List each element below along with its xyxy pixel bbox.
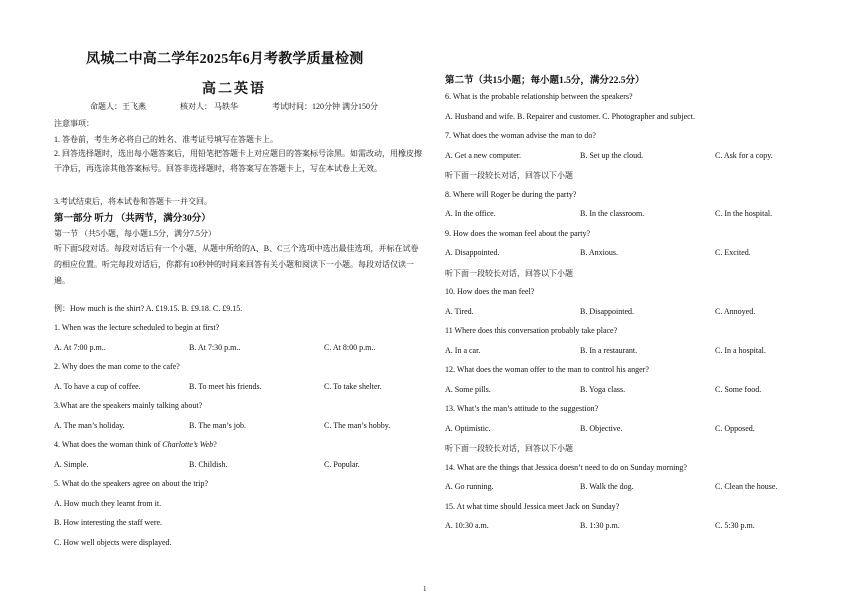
notes-heading: 注意事项： xyxy=(54,119,94,128)
right-option-c: C. 5:30 p.m. xyxy=(715,521,755,530)
q5-option-c: C. How well objects were displayed. xyxy=(54,538,172,547)
exam-time: 考试时间：120分钟 满分150分 xyxy=(272,102,378,111)
author: 命题人：王飞燕 xyxy=(90,102,146,111)
right-question: 15. At what time should Jessica meet Jack on Sunday? xyxy=(445,501,620,511)
right-question: 9. How does the woman feel about the party? xyxy=(445,228,591,238)
q2-option-a: A. To have a cup of coffee. xyxy=(54,382,141,391)
right-question: 12. What does the woman offer to the man to control his anger? xyxy=(445,365,649,374)
right-inline-options: A. Husband and wife. B. Repairer and customer. C. Photographer and subject. xyxy=(445,111,695,121)
right-question: 6. What is the probable relationship between the speakers? xyxy=(445,92,633,101)
q1-option-b: B. At 7:30 p.m.. xyxy=(189,343,241,352)
q1-option-a: A. At 7:00 p.m.. xyxy=(54,343,106,352)
q4-text-pre: 4. What does the woman think of xyxy=(54,440,163,449)
q2-option-c: C. To take shelter. xyxy=(324,382,382,391)
right-option-b: B. Yoga class. xyxy=(580,384,626,394)
right-option-c: C. Annoyed. xyxy=(715,306,756,316)
right-option-c: C. In the hospital. xyxy=(715,209,773,218)
right-question: 11 Where does this conversation probably take place? xyxy=(445,326,618,335)
part1-heading: 第一部分 听力 （共两节，满分30分） xyxy=(54,214,211,224)
note-2: 2. 回答选择题时，选出每小题答案后，用铅笔把答题卡上对应题目的答案标号涂黑。如需改动，用橡皮擦干净后，再选涂其他答案标号。回答非选择题时，将答案写在答题卡上，写在本试卷上无效。 xyxy=(54,149,422,173)
right-question: 听下面一段较长对话，回答以下小题 xyxy=(445,268,573,278)
right-question: 8. Where will Roger be during the party? xyxy=(445,189,577,199)
page-number: 1 xyxy=(423,585,427,593)
right-option-b: B. In the classroom. xyxy=(580,209,645,218)
right-option-b: B. 1:30 p.m. xyxy=(580,521,620,530)
right-option-a: A. Tired. xyxy=(445,306,474,316)
right-option-a: A. 10:30 a.m. xyxy=(445,521,489,530)
right-option-c: C. Clean the house. xyxy=(715,482,778,491)
part1-instructions: 听下面5段对话。每段对话后有一个小题，从题中所给的A、B、C三个选项中选出最佳选项，并标在试卷的相应位置。听完每段对话后，你都有10秒钟的时间来回答有关小题和阅读下一小题。每段对话仅读一遍。 xyxy=(54,244,419,285)
question-2: 2. Why does the man come to the cafe? xyxy=(54,362,180,371)
q3-option-b: B. The man’s job. xyxy=(189,421,246,430)
right-option-a: A. Some pills. xyxy=(445,384,491,394)
q2-option-b: B. To meet his friends. xyxy=(189,382,262,391)
q5-option-b: B. How interesting the staff were. xyxy=(54,518,163,527)
question-3: 3.What are the speakers mainly talking about? xyxy=(54,401,203,410)
q4-text-post: ? xyxy=(213,440,217,449)
example-question: 例：How much is the shirt? A. £19.15. B. £9.18. C. £9.15. xyxy=(54,304,243,313)
right-question: 14. What are the things that Jessica doesn’t need to do on Sunday morning? xyxy=(445,462,687,472)
q4-book-title: Charlotte’s Web xyxy=(162,440,214,449)
q1-option-c: C. At 8:00 p.m.. xyxy=(324,343,376,352)
right-option-a: A. Optimistic. xyxy=(445,423,491,433)
right-question: 13. What’s the man’s attitude to the suggestion? xyxy=(445,404,599,413)
q4-option-c: C. Popular. xyxy=(324,460,360,469)
q4-option-b: B. Childish. xyxy=(189,460,228,469)
right-option-b: B. In a restaurant. xyxy=(580,345,638,355)
right-option-a: A. Disappointed. xyxy=(445,248,500,257)
exam-title: 凤城二中高二学年2025年6月考教学质量检测 xyxy=(86,52,364,67)
question-1: 1. When was the lecture scheduled to begin at first? xyxy=(54,323,220,332)
right-question: 听下面一段较长对话，回答以下小题 xyxy=(445,444,573,453)
right-option-a: A. In the office. xyxy=(445,209,496,218)
right-option-c: C. Some food. xyxy=(715,384,762,394)
right-option-c: C. In a hospital. xyxy=(715,345,766,355)
right-option-c: C. Excited. xyxy=(715,248,751,257)
checker: 核对人： 马轶华 xyxy=(180,102,238,111)
question-4 xyxy=(54,440,217,449)
right-option-b: B. Disappointed. xyxy=(580,306,634,316)
note-1: 1. 答卷前，考生务必将自己的姓名、准考证号填写在答题卡上。 xyxy=(54,135,278,144)
right-question: 听下面一段较长对话，回答以下小题 xyxy=(445,171,573,180)
note-3: 3.考试结束后，将本试卷和答题卡一并交回。 xyxy=(54,197,212,206)
exam-subject: 高二英语 xyxy=(202,82,266,97)
right-option-c: C. Ask for a copy. xyxy=(715,150,773,160)
q3-option-c: C. The man’s hobby. xyxy=(324,421,391,430)
right-option-b: B. Anxious. xyxy=(580,248,619,257)
section1-heading: 第一节 （共5小题，每小题1.5分，满分7.5分） xyxy=(54,229,216,238)
question-5: 5. What do the speakers agree on about the trip? xyxy=(54,479,209,488)
right-question: 10. How does the man feel? xyxy=(445,287,535,296)
right-option-a: A. Go running. xyxy=(445,482,494,491)
right-option-a: A. Get a new computer. xyxy=(445,150,521,160)
right-option-c: C. Opposed. xyxy=(715,423,755,433)
q5-option-a: A. How much they learnt from it. xyxy=(54,499,162,508)
right-option-b: B. Walk the dog. xyxy=(580,482,634,491)
right-option-b: B. Set up the cloud. xyxy=(580,150,644,160)
q4-option-a: A. Simple. xyxy=(54,460,89,469)
right-question: 7. What does the woman advise the man to do? xyxy=(445,131,596,140)
part2-heading: 第二节（共15小题；每小题1.5分，满分22.5分） xyxy=(445,76,645,86)
author-line xyxy=(90,101,378,112)
right-option-b: B. Objective. xyxy=(580,423,623,433)
q3-option-a: A. The man’s holiday. xyxy=(54,421,125,430)
right-option-a: A. In a car. xyxy=(445,345,481,355)
